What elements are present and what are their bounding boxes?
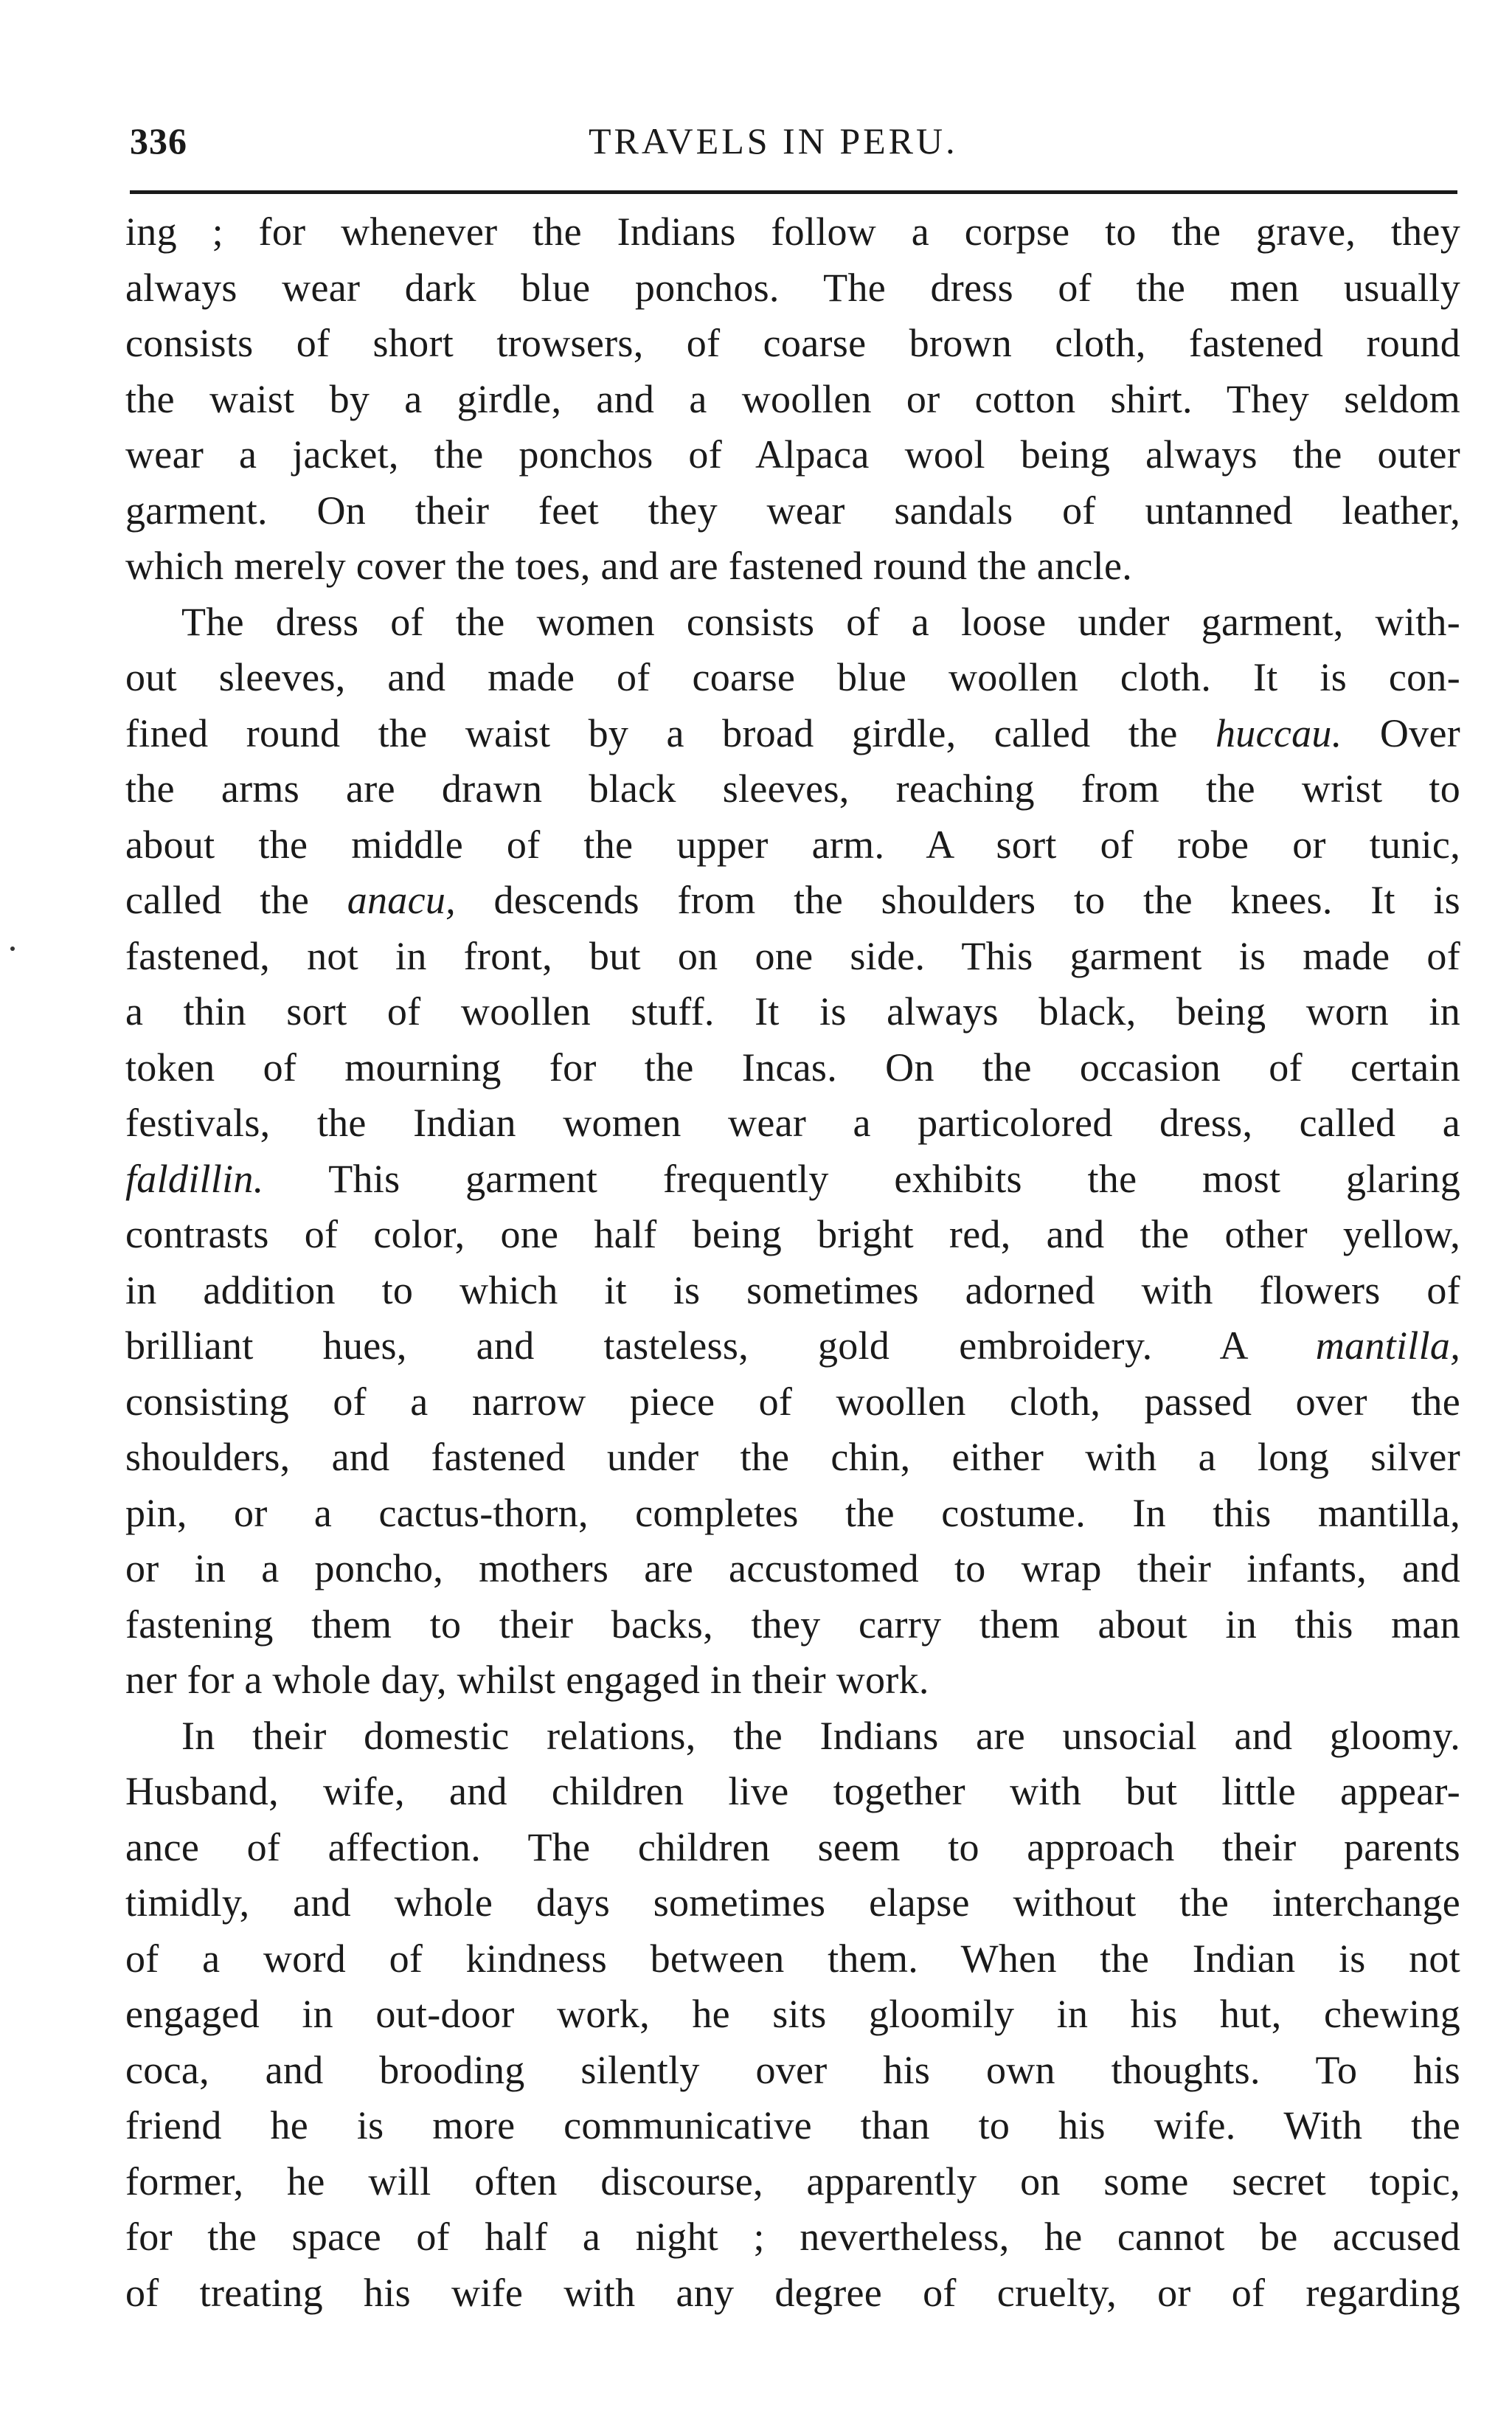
text-line: brilliant hues, and tasteless, gold embroidery. A mantilla, [125, 1323, 1460, 1368]
page-number: 336 [130, 120, 187, 162]
text-line: fined round the waist by a broad girdle, called the huccau. Over [125, 710, 1461, 755]
text-line: timidly, and whole days sometimes elapse without the interchange [125, 1880, 1460, 1925]
text-line: the arms are drawn black sleeves, reaching from the wrist to [125, 766, 1460, 811]
header-rule [130, 190, 1457, 194]
text-line: or in a poncho, mothers are accustomed to wrap their infants, and [125, 1546, 1460, 1590]
page-header [130, 111, 1457, 170]
body-text [125, 204, 1460, 2321]
text-line: In their domestic relations, the Indians are unsocial and gloomy. [181, 1713, 1460, 1758]
text-line: ance of affection. The children seem to approach their parents [125, 1824, 1460, 1869]
text-line: fastening them to their backs, they carry them about in this man [125, 1602, 1460, 1647]
text-line: The dress of the women consists of a loose under garment, with- [181, 599, 1460, 644]
margin-speck [10, 946, 15, 951]
text-line: garment. On their feet they wear sandals of untanned leather, [125, 488, 1460, 533]
running-head: TRAVELS IN PERU. [589, 120, 958, 162]
text-line: consisting of a narrow piece of woollen cloth, passed over the [125, 1379, 1460, 1424]
text-line: wear a jacket, the ponchos of Alpaca wool being always the outer [125, 432, 1460, 477]
text-line: shoulders, and fastened under the chin, either with a long silver [125, 1435, 1460, 1479]
text-line: former, he will often discourse, apparently on some secret topic, [125, 2159, 1460, 2204]
text-line: about the middle of the upper arm. A sort of robe or tunic, [125, 822, 1460, 867]
text-line: in addition to which it is sometimes adorned with flowers of [125, 1267, 1460, 1312]
text-line: faldillin. This garment frequently exhibits the most glaring [125, 1156, 1460, 1201]
text-line: out sleeves, and made of coarse blue woollen cloth. It is con- [125, 655, 1460, 699]
text-line: festivals, the Indian women wear a particolored dress, called a [125, 1101, 1460, 1145]
text-line: fastened, not in front, but on one side. This garment is made of [125, 933, 1460, 978]
text-line: ing ; for whenever the Indians follow a corpse to the grave, they [125, 210, 1460, 254]
text-line: ner for a whole day, whilst engaged in their work. [125, 1658, 929, 1702]
text-line: consists of short trowsers, of coarse brown cloth, fastened round [125, 321, 1460, 365]
text-line: always wear dark blue ponchos. The dress of the men usually [125, 265, 1460, 310]
text-line: called the anacu, descends from the shoulders to the knees. It is [125, 878, 1460, 922]
text-line: token of mourning for the Incas. On the occasion of certain [125, 1045, 1460, 1090]
text-line: engaged in out-door work, he sits gloomily in his hut, chewing [125, 1992, 1460, 2036]
text-line: of a word of kindness between them. When the Indian is not [125, 1936, 1460, 1981]
text-line: coca, and brooding silently over his own thoughts. To his [125, 2047, 1460, 2092]
text-line: which merely cover the toes, and are fastened round the ancle. [125, 544, 1133, 588]
text-line: pin, or a cactus-thorn, completes the costume. In this mantilla, [125, 1490, 1460, 1535]
text-line: of treating his wife with any degree of cruelty, or of regarding [125, 2270, 1460, 2315]
text-line: friend he is more communicative than to his wife. With the [125, 2103, 1460, 2147]
text-line: the waist by a girdle, and a woollen or cotton shirt. They seldom [125, 376, 1460, 421]
text-line: for the space of half a night ; nevertheless, he cannot be accused [125, 2215, 1460, 2259]
text-line: contrasts of color, one half being bright red, and the other yellow, [125, 1212, 1460, 1256]
text-line: Husband, wife, and children live together with but little appear- [125, 1769, 1460, 1813]
text-line: a thin sort of woollen stuff. It is always black, being worn in [125, 989, 1460, 1034]
